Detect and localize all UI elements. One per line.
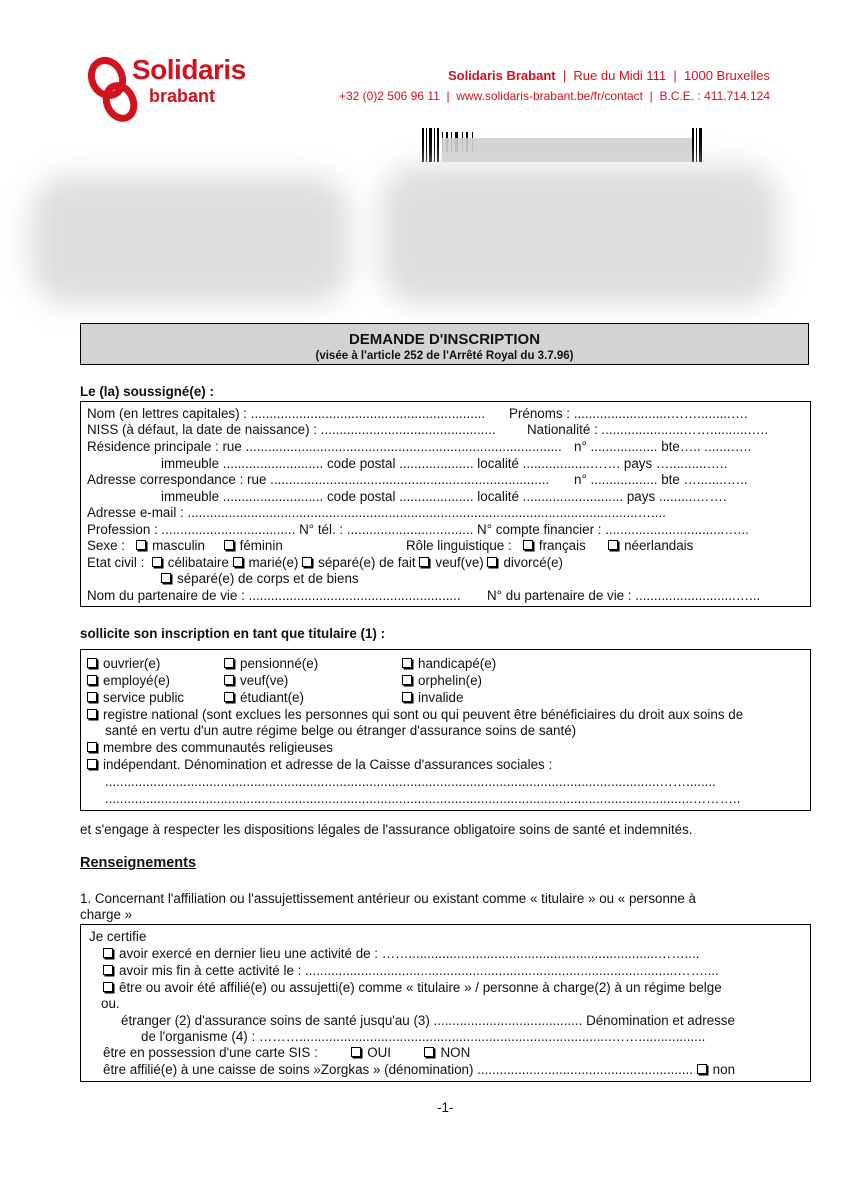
- field-organisme[interactable]: de l'organisme (4) : ………....................................................................................……..................: [141, 1029, 706, 1044]
- option-veuf: [224, 673, 288, 689]
- org-address: Rue du Midi 111: [573, 68, 667, 83]
- label-zorgkas-non: non: [712, 1062, 736, 1077]
- checkbox-employe[interactable]: [87, 675, 97, 685]
- page-number: -1-: [437, 1100, 454, 1115]
- label-marie: marié(e): [248, 555, 299, 570]
- engage-text: et s'engage à respecter les dispositions légales de l'assurance obligatoire soins de santé et indemnités.: [80, 822, 693, 837]
- label-etudiant: étudiant(e): [240, 690, 305, 705]
- label-independant: indépendant. Dénomination et adresse de la Caisse d'assurances sociales :: [103, 757, 553, 772]
- etat-civil-row-2: [161, 571, 359, 587]
- option-registre: [87, 707, 743, 723]
- checkbox-marie[interactable]: [233, 557, 243, 567]
- label-masculin: masculin: [152, 538, 205, 553]
- field-partenaire[interactable]: Nom du partenaire de vie : .........................................................: [87, 588, 461, 603]
- section-soussigne-label: Le (la) soussigné(e) :: [80, 384, 214, 399]
- certify-box: [80, 924, 811, 1082]
- field-profession[interactable]: Profession : .................................... N° tél. : .................................. N° compte financier : ................................…...: [87, 522, 749, 537]
- question-1-line-2: charge »: [80, 907, 133, 922]
- field-nationalite[interactable]: Nationalité : ......................……..........…..: [527, 422, 769, 437]
- label-handicape: handicapé(e): [418, 656, 497, 671]
- question-1-line-1: 1. Concernant l'affiliation ou l'assujettissement antérieur ou existant comme « titulaire » ou « personne à: [80, 891, 696, 906]
- field-nom[interactable]: Nom (en lettres capitales) : ...............................................................: [87, 406, 486, 421]
- field-residence[interactable]: Résidence principale : rue .....................................................................................: [87, 439, 562, 454]
- option-pensionne: [224, 656, 318, 672]
- label-pensionne: pensionné(e): [240, 656, 319, 671]
- checkbox-veuf[interactable]: [419, 557, 429, 567]
- checkbox-celibataire[interactable]: [152, 557, 162, 567]
- label-separe-fait: séparé(e) de fait: [318, 555, 416, 570]
- field-correspondance-no[interactable]: n° .................. bte …........…..: [574, 472, 748, 487]
- option-employe: [87, 673, 170, 689]
- org-name: Solidaris Brabant: [447, 68, 556, 83]
- field-caisse-line-2[interactable]: ..............................................................................................................................................................………..: [105, 791, 741, 806]
- label-registre-2: santé en vertu d'un autre régime belge ou étranger d'assurance soins de santé): [105, 723, 577, 738]
- sexe-row: [87, 538, 283, 554]
- label-feminin: féminin: [239, 538, 283, 553]
- etat-label: Etat civil :: [87, 555, 145, 570]
- checkbox-separe-fait[interactable]: [302, 557, 312, 567]
- label-separe-corps: séparé(e) de corps et de biens: [177, 571, 359, 586]
- logo-sub: brabant: [149, 86, 216, 106]
- label-service-public: service public: [103, 690, 185, 705]
- field-correspondance[interactable]: Adresse correspondance : rue ...........................................................................: [87, 472, 550, 487]
- checkbox-activite[interactable]: [103, 948, 113, 958]
- checkbox-affilie[interactable]: [103, 982, 113, 992]
- checkbox-veuf-titulaire[interactable]: [224, 675, 234, 685]
- sis-row: [103, 1045, 470, 1061]
- header-line-2: +32 (0)2 506 96 11 | www.solidaris-brabant.be/fr/contact | B.C.E. : 411.714.124: [338, 89, 770, 103]
- org-phone: +32 (0)2 506 96 11: [338, 89, 440, 103]
- renseignements-heading: Renseignements: [80, 855, 197, 871]
- checkbox-handicape[interactable]: [402, 658, 412, 668]
- barcode-icon: [422, 128, 704, 162]
- field-caisse-line-1[interactable]: .....................................................................................................................................................……........: [105, 774, 716, 789]
- label-religieux: membre des communautés religieuses: [103, 740, 333, 755]
- label-registre: registre national (sont exclues les personnes qui sont ou qui peuvent être bénéficiaires du droit aux soins de: [103, 707, 744, 722]
- option-independant: [87, 757, 552, 773]
- role-row: [406, 538, 693, 554]
- label-invalide: invalide: [418, 690, 464, 705]
- option-invalide: [402, 690, 463, 706]
- checkbox-pensionne[interactable]: [224, 658, 234, 668]
- label-fin-activite: avoir mis fin à cette activité le : ....................................................................................................……....: [119, 963, 719, 978]
- document-title: DEMANDE D'INSCRIPTION: [348, 331, 541, 348]
- field-immeuble-correspondance[interactable]: immeuble ........................... code postal .................... localité ........................... pays ..........…….: [161, 489, 727, 504]
- zorgkas-row: [103, 1062, 735, 1078]
- field-zorgkas[interactable]: être affilié(e) à une caisse de soins »Zorgkas » (dénomination) ..........................................................: [103, 1062, 693, 1077]
- field-prenoms[interactable]: Prénoms : ..........................…….........….: [509, 406, 748, 421]
- label-veuf-titulaire: veuf(ve): [240, 673, 289, 688]
- checkbox-francais[interactable]: [523, 540, 533, 550]
- checkbox-registre[interactable]: [87, 709, 97, 719]
- option-activite: [103, 946, 699, 962]
- label-affilie: être ou avoir été affilié(e) ou assujetti(e) comme « titulaire » / personne à charge(2) à un régime belge: [119, 980, 722, 995]
- field-etranger[interactable]: étranger (2) d'assurance soins de santé jusqu'au (3) ........................................ Dénomination et adresse: [121, 1013, 735, 1028]
- option-handicape: [402, 656, 496, 672]
- label-activite: avoir exercé en dernier lieu une activité de : ……...................................................................……....: [119, 946, 700, 961]
- field-partenaire-no[interactable]: N° du partenaire de vie : ...........................…...: [487, 588, 761, 603]
- redacted-address: [30, 175, 350, 305]
- option-orphelin: [402, 673, 482, 689]
- checkbox-invalide[interactable]: [402, 692, 412, 702]
- checkbox-neerlandais[interactable]: [608, 540, 618, 550]
- option-affilie: [103, 980, 722, 996]
- label-orphelin: orphelin(e): [418, 673, 483, 688]
- checkbox-separe-corps[interactable]: [161, 573, 171, 583]
- label-employe: employé(e): [103, 673, 170, 688]
- org-bce: B.C.E. : 411.714.124: [659, 89, 770, 103]
- checkbox-religieux[interactable]: [87, 742, 97, 752]
- checkbox-ouvrier[interactable]: [87, 658, 97, 668]
- checkbox-sis-oui[interactable]: [351, 1047, 361, 1057]
- label-ouvrier: ouvrier(e): [103, 656, 161, 671]
- label-celibataire: célibataire: [167, 555, 229, 570]
- checkbox-masculin[interactable]: [136, 540, 146, 550]
- sis-label: être en possession d'une carte SIS :: [103, 1045, 318, 1060]
- option-religieux: [87, 740, 333, 756]
- label-neerlandais: néerlandais: [624, 538, 694, 553]
- titulaire-box: [80, 649, 811, 811]
- option-service-public: [87, 690, 184, 706]
- option-ouvrier: [87, 656, 160, 672]
- label-divorce: divorcé(e): [503, 555, 564, 570]
- checkbox-zorgkas-non[interactable]: [697, 1064, 707, 1074]
- field-residence-no[interactable]: n° .................. bte….. .......…..: [574, 439, 752, 454]
- checkbox-divorce[interactable]: [487, 557, 497, 567]
- role-label: Rôle linguistique :: [406, 538, 512, 553]
- checkbox-etudiant[interactable]: [224, 692, 234, 702]
- option-etudiant: [224, 690, 304, 706]
- org-website[interactable]: www.solidaris-brabant.be/fr/contact: [456, 89, 644, 103]
- checkbox-orphelin[interactable]: [402, 675, 412, 685]
- identity-box: [80, 401, 811, 607]
- checkbox-independant[interactable]: [87, 759, 97, 769]
- label-affilie-2: ou.: [101, 996, 120, 1011]
- org-city: 1000 Bruxelles: [684, 68, 770, 83]
- section-titulaire-label: sollicite son inscription en tant que titulaire (1) :: [80, 626, 386, 641]
- redacted-recipient: [380, 165, 780, 305]
- checkbox-sis-non[interactable]: [424, 1047, 434, 1057]
- option-fin-activite: [103, 963, 719, 979]
- etat-civil-row: [87, 555, 563, 571]
- label-sis-oui: OUI: [367, 1045, 391, 1060]
- label-sis-non: NON: [440, 1045, 471, 1060]
- logo-name: Solidaris: [132, 54, 246, 85]
- document-title-box: [80, 323, 809, 365]
- header-line-1: Solidaris Brabant | Rue du Midi 111 | 1000 Bruxelles: [447, 68, 770, 83]
- checkbox-fin-activite[interactable]: [103, 965, 113, 975]
- checkbox-service-public[interactable]: [87, 692, 97, 702]
- field-email[interactable]: Adresse e-mail : .........................................................................................................................…....: [87, 505, 666, 520]
- label-veuf: veuf(ve): [435, 555, 484, 570]
- sexe-label: Sexe :: [87, 538, 125, 553]
- certifie-label: Je certifie: [89, 929, 147, 944]
- checkbox-feminin[interactable]: [224, 540, 234, 550]
- field-immeuble-residence[interactable]: immeuble ........................... code postal .................... localité ..................……. pays …..........…..: [161, 456, 728, 471]
- document-subtitle: (visée à l'article 252 de l'Arrêté Royal du 3.7.96): [315, 350, 574, 362]
- label-francais: français: [538, 538, 586, 553]
- field-niss[interactable]: NISS (à défaut, la date de naissance) : ...............................................: [87, 422, 496, 437]
